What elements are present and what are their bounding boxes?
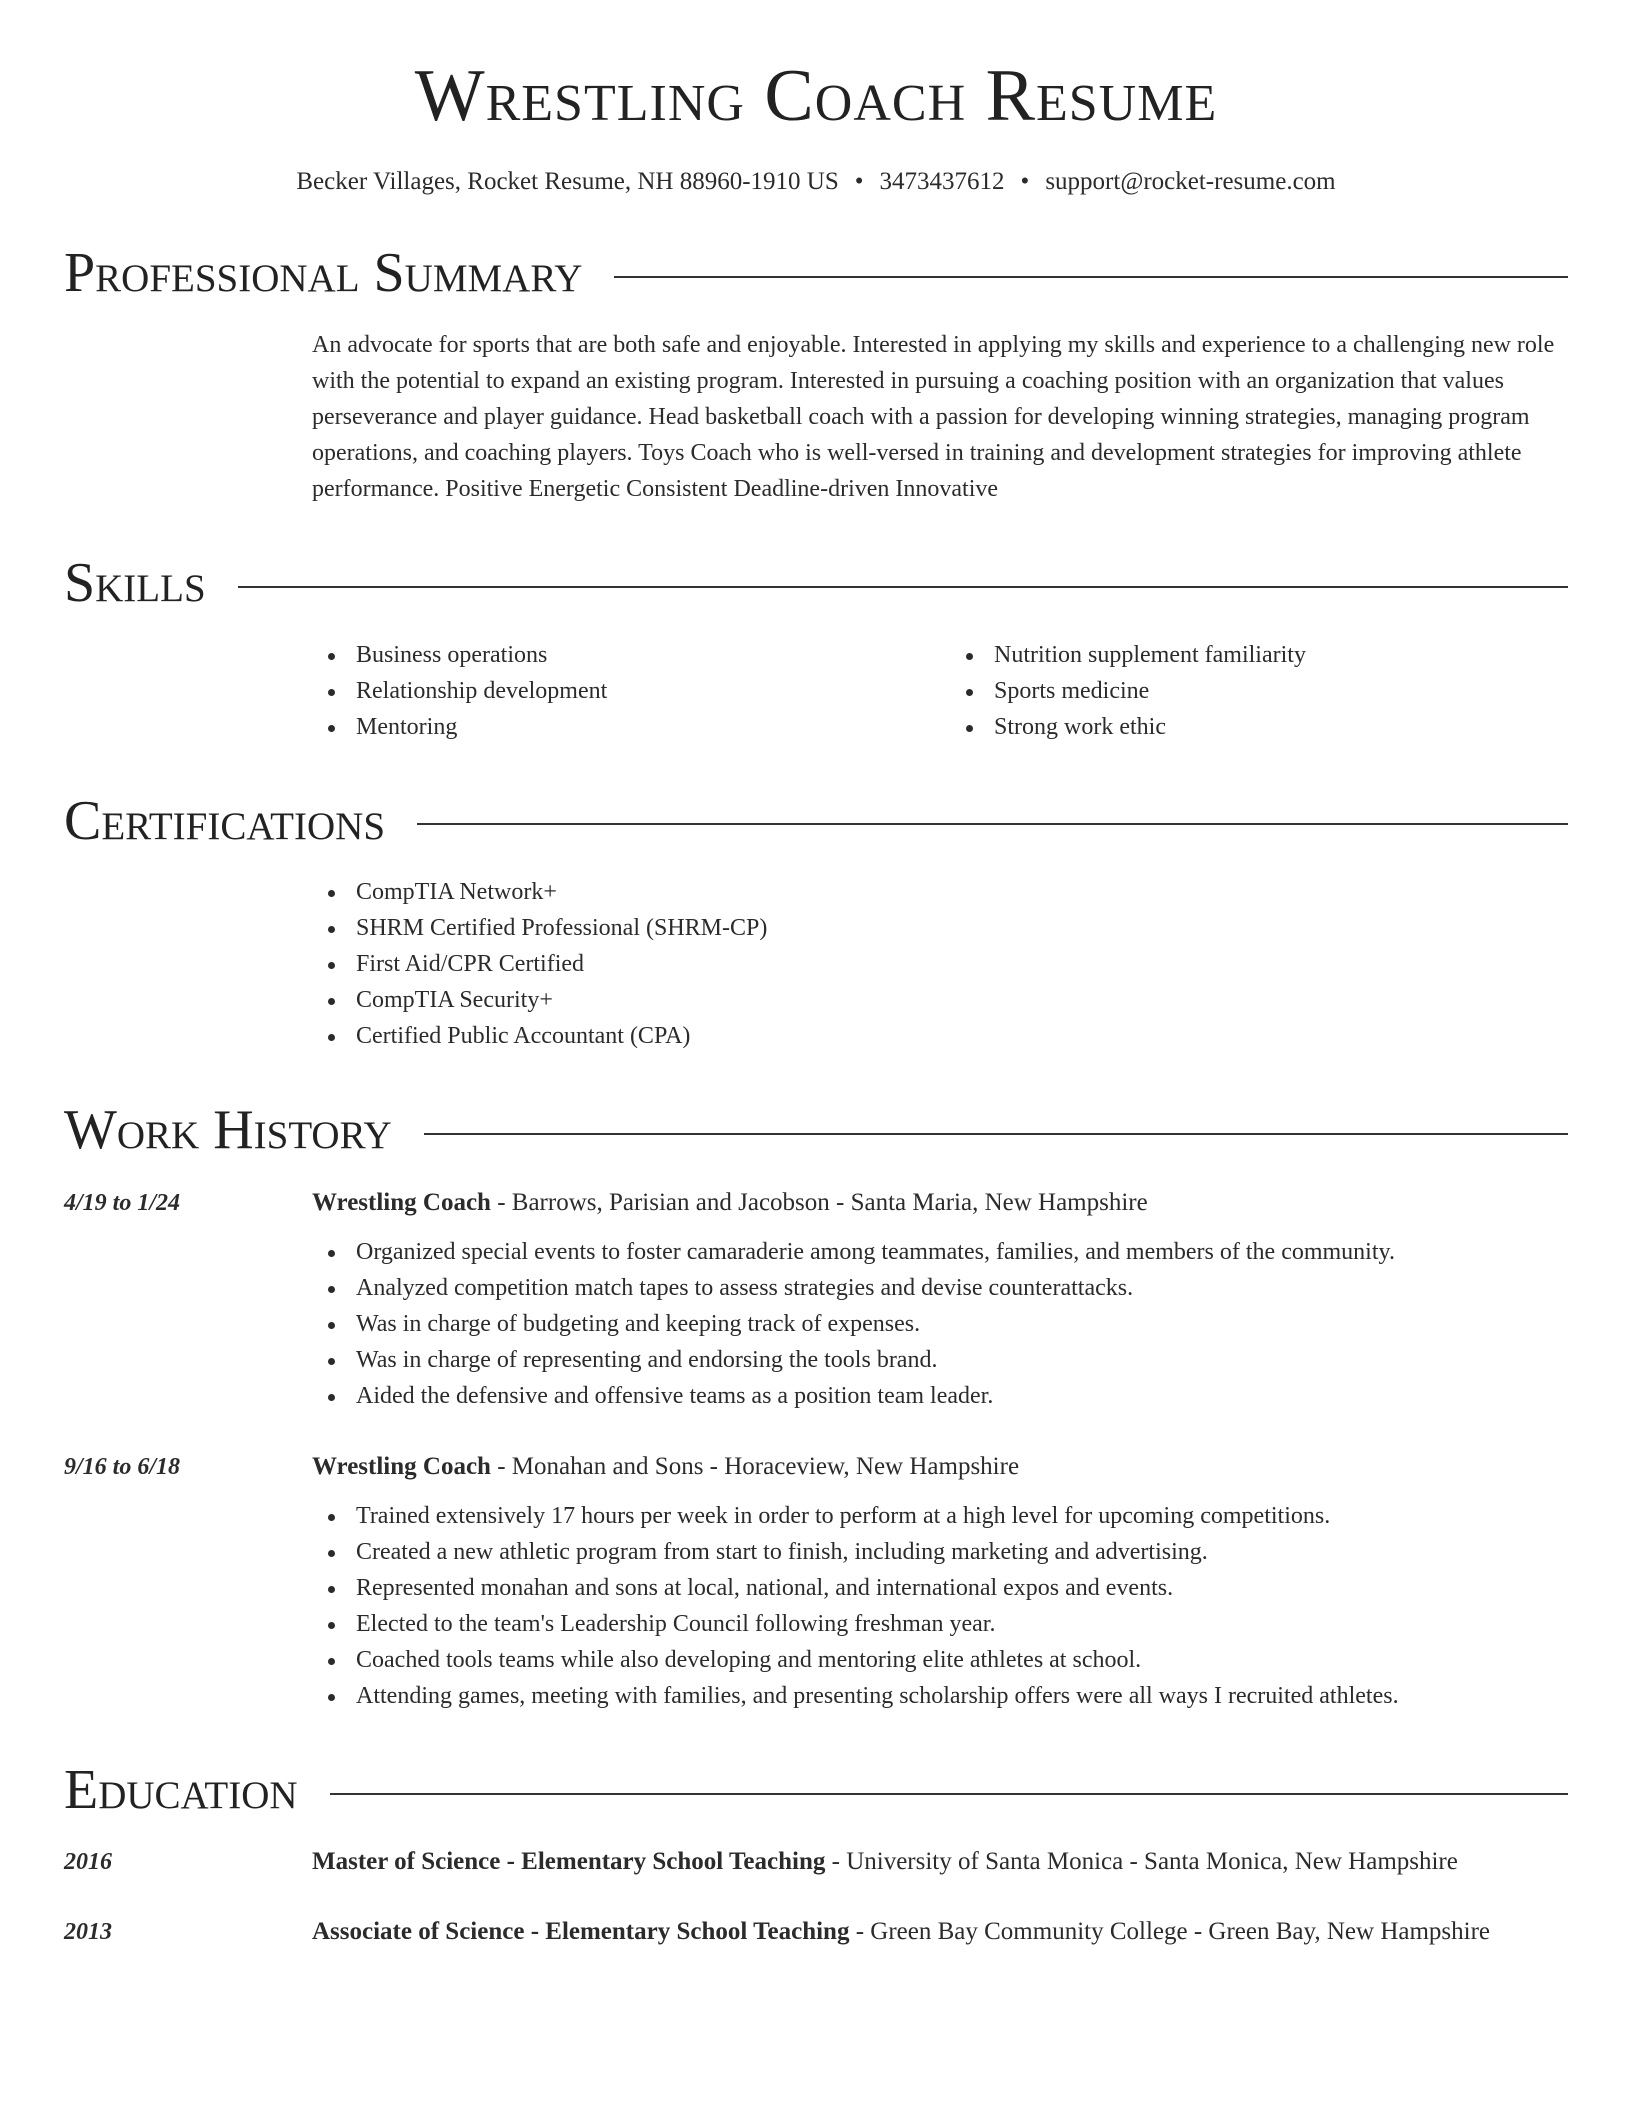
work-history-list (64, 1184, 1568, 1714)
skills-list (312, 637, 1568, 745)
summary-body (312, 327, 1568, 507)
section-rule (614, 276, 1568, 278)
certification-item: CompTIA Security+ (312, 982, 1568, 1018)
section-heading-summary (64, 243, 1568, 305)
education-year: 2013 (64, 1919, 112, 1946)
skill-item: Strong work ethic (950, 709, 1568, 745)
section-rule (417, 823, 1568, 825)
section-title: Certifications (64, 789, 386, 852)
job-bullet: Trained extensively 17 hours per week in order to perform at a high level for upcoming competitions. (312, 1498, 1568, 1534)
skills-column-left (312, 637, 930, 745)
education-details (312, 1843, 1568, 1881)
job-title: Wrestling Coach (312, 1188, 491, 1216)
job-header (312, 1448, 1568, 1486)
section-title: Professional Summary (64, 242, 583, 305)
email: support@rocket-resume.com (1045, 168, 1336, 196)
education-year: 2016 (64, 1849, 112, 1876)
job-details (312, 1184, 1568, 1414)
section-heading-education (64, 1760, 1568, 1822)
job-bullets (312, 1234, 1568, 1414)
separator: • (854, 168, 864, 196)
section-rule (330, 1793, 1568, 1795)
job-dates: 4/19 to 1/24 (64, 1189, 181, 1216)
job-bullet: Elected to the team's Leadership Council following freshman year. (312, 1606, 1568, 1642)
job-bullet: Was in charge of budgeting and keeping track of expenses. (312, 1306, 1568, 1342)
contact-line (64, 167, 1568, 197)
job-employer: - Barrows, Parisian and Jacobson - Santa Maria, New Hampshire (490, 1188, 1148, 1216)
education-details (312, 1913, 1568, 1951)
section-title: Education (64, 1758, 298, 1821)
job-bullet: Aided the defensive and offensive teams as a position team leader. (312, 1378, 1568, 1414)
degree: Associate of Science - Elementary School Teaching (312, 1918, 850, 1946)
job-bullet: Analyzed competition match tapes to assess strategies and devise counterattacks. (312, 1270, 1568, 1306)
phone: 3473437612 (879, 168, 1005, 196)
certification-item: CompTIA Network+ (312, 874, 1568, 910)
job-bullet: Organized special events to foster camaraderie among teammates, families, and members of the community. (312, 1234, 1568, 1270)
skill-item: Mentoring (312, 709, 930, 745)
job-title: Wrestling Coach (312, 1452, 491, 1480)
section-heading-skills (64, 553, 1568, 615)
section-title: Work History (64, 1099, 392, 1162)
separator: • (1020, 168, 1030, 196)
job-entry (64, 1184, 1568, 1414)
job-bullet: Represented monahan and sons at local, national, and international expos and events. (312, 1570, 1568, 1606)
job-bullet: Created a new athletic program from start to finish, including marketing and advertising. (312, 1534, 1568, 1570)
job-header (312, 1184, 1568, 1222)
section-rule (238, 586, 1568, 588)
job-details (312, 1448, 1568, 1714)
education-list (64, 1843, 1568, 1951)
summary-text: An advocate for sports that are both safe and enjoyable. Interested in applying my skills and experience to a challenging new role with the potential to expand an existing program. Interested in pursuing a coaching position with an organization that values perseverance and player guidance. Head basketball coach with a passion for developing winning strategies, managing program operations, and coaching players. Toys Coach who is well-versed in training and development strategies for improving athlete performance. Positive Energetic Consistent Deadline-driven Innovative (312, 331, 1555, 502)
certification-item: SHRM Certified Professional (SHRM-CP) (312, 910, 1568, 946)
section-rule (424, 1133, 1568, 1135)
skill-item: Relationship development (312, 673, 930, 709)
job-bullets (312, 1498, 1568, 1714)
resume-title: Wrestling Coach Resume (414, 55, 1218, 137)
skill-item: Sports medicine (950, 673, 1568, 709)
section-heading-certifications (64, 791, 1568, 853)
section-title: Skills (64, 551, 206, 614)
skill-item: Nutrition supplement familiarity (950, 637, 1568, 673)
job-employer: - Monahan and Sons - Horaceview, New Hampshire (490, 1452, 1020, 1480)
certification-item: Certified Public Accountant (CPA) (312, 1018, 1568, 1054)
job-bullet: Was in charge of representing and endorsing the tools brand. (312, 1342, 1568, 1378)
address: Becker Villages, Rocket Resume, NH 88960-1910 US (296, 168, 839, 196)
education-entry (64, 1913, 1568, 1951)
certifications-list (312, 874, 1568, 1054)
degree: Master of Science - Elementary School Teaching (312, 1848, 826, 1876)
skills-column-right (950, 637, 1568, 745)
certification-item: First Aid/CPR Certified (312, 946, 1568, 982)
job-dates: 9/16 to 6/18 (64, 1453, 181, 1480)
job-bullet: Attending games, meeting with families, and presenting scholarship offers were all ways I recruited athletes. (312, 1678, 1568, 1714)
job-bullet: Coached tools teams while also developing and mentoring elite athletes at school. (312, 1642, 1568, 1678)
school: - University of Santa Monica - Santa Monica, New Hampshire (825, 1848, 1458, 1876)
school: - Green Bay Community College - Green Bay, New Hampshire (849, 1918, 1491, 1946)
skill-item: Business operations (312, 637, 930, 673)
education-entry (64, 1843, 1568, 1881)
section-heading-work-history (64, 1100, 1568, 1162)
job-entry (64, 1448, 1568, 1714)
